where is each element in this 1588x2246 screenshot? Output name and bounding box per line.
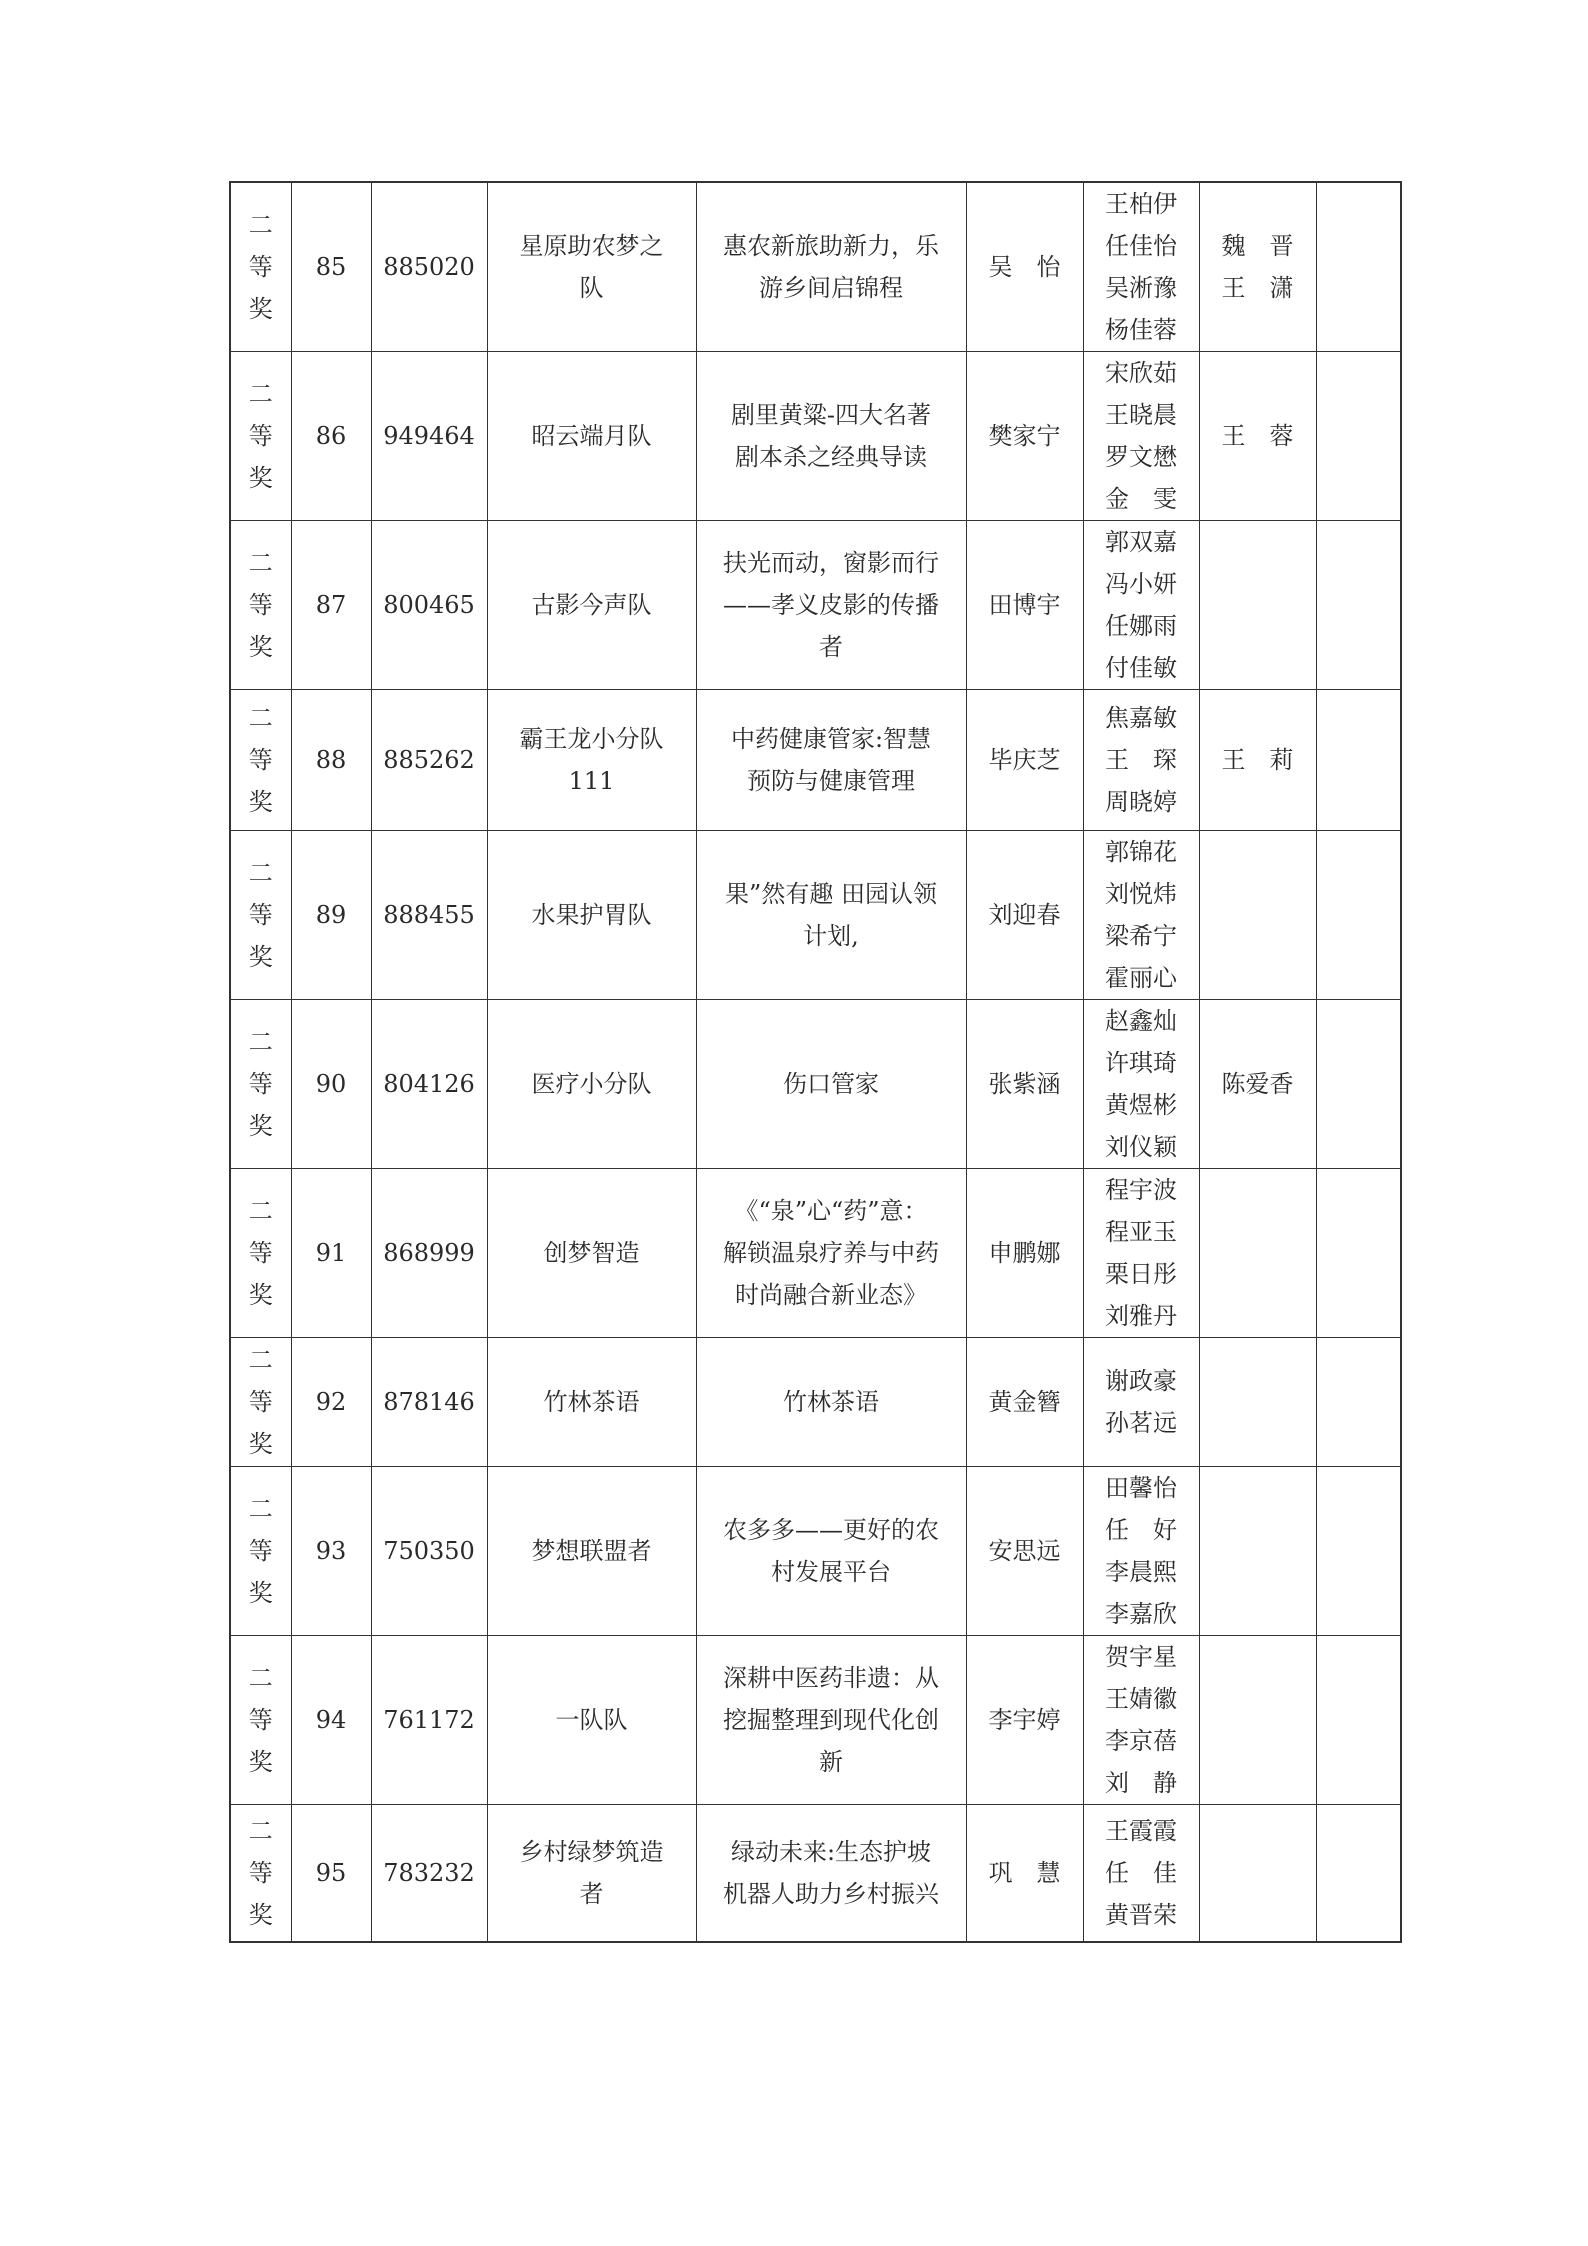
- code-cell: 761172: [371, 1636, 487, 1805]
- project-cell: [696, 831, 966, 1000]
- project-line: 惠农新旅助新力，乐: [723, 232, 939, 260]
- team-cell: [487, 1169, 696, 1338]
- number-cell: 94: [291, 1636, 371, 1805]
- award-cell: [230, 1000, 291, 1169]
- remark-cell: [1316, 831, 1401, 1000]
- member-name: 李嘉欣: [1105, 1600, 1177, 1628]
- advisor-name: 王 莉: [1221, 746, 1294, 774]
- project-line: 竹林茶语: [783, 1388, 879, 1416]
- table-row: [230, 1000, 1401, 1169]
- award-char: 二: [248, 1664, 273, 1692]
- team-line: 水果护胃队: [531, 901, 652, 929]
- award-table: [229, 181, 1402, 1943]
- team-line: 星原助农梦之: [519, 232, 664, 260]
- members-cell: [1083, 1169, 1199, 1338]
- leader-cell: 申鹏娜: [966, 1169, 1083, 1338]
- number-cell: 89: [291, 831, 371, 1000]
- member-name: 谢政豪: [1105, 1367, 1177, 1395]
- award-char: 等: [248, 901, 273, 929]
- project-line: 者: [819, 633, 843, 661]
- award-cell: [230, 1338, 291, 1467]
- advisor-cell: [1199, 1636, 1316, 1805]
- remark-cell: [1316, 521, 1401, 690]
- member-name: 贺宇星: [1105, 1643, 1177, 1671]
- code-cell: 868999: [371, 1169, 487, 1338]
- award-cell: [230, 831, 291, 1000]
- team-cell: [487, 1805, 696, 1942]
- team-cell: [487, 831, 696, 1000]
- members-cell: [1083, 1467, 1199, 1636]
- remark-cell: [1316, 1636, 1401, 1805]
- team-line: 者: [579, 1879, 604, 1908]
- code-cell: 800465: [371, 521, 487, 690]
- team-line: 创梦智造: [543, 1239, 640, 1267]
- members-cell: [1083, 1636, 1199, 1805]
- code-cell: 878146: [371, 1338, 487, 1467]
- member-name: 宋欣茹: [1105, 359, 1177, 387]
- advisor-cell: [1199, 1000, 1316, 1169]
- leader-cell: 刘迎春: [966, 831, 1083, 1000]
- leader-cell: 安思远: [966, 1467, 1083, 1636]
- member-name: 刘悦炜: [1105, 880, 1177, 908]
- table-row: [230, 352, 1401, 521]
- project-cell: [696, 1467, 966, 1636]
- member-name: 黄煜彬: [1105, 1091, 1177, 1119]
- project-line: 剧本杀之经典导读: [735, 443, 927, 471]
- team-cell: [487, 690, 696, 831]
- member-name: 田馨怡: [1105, 1474, 1177, 1502]
- member-name: 冯小妍: [1105, 570, 1177, 598]
- project-line: ——孝义皮影的传播: [723, 591, 939, 619]
- award-char: 等: [248, 1706, 273, 1734]
- team-line: 111: [568, 767, 615, 795]
- advisor-cell: [1199, 352, 1316, 521]
- table-body: [230, 182, 1401, 1942]
- remark-cell: [1316, 1338, 1401, 1467]
- number-cell: 95: [291, 1805, 371, 1942]
- member-name: 程宇波: [1105, 1176, 1177, 1204]
- award-char: 二: [248, 704, 273, 732]
- award-char: 奖: [248, 943, 273, 971]
- project-line: 中药健康管家:智慧: [730, 725, 932, 753]
- award-char: 奖: [248, 1112, 273, 1140]
- advisor-cell: [1199, 1169, 1316, 1338]
- member-name: 郭锦花: [1105, 838, 1177, 866]
- member-name: 金 雯: [1105, 485, 1177, 513]
- table-row: [230, 1338, 1401, 1467]
- member-name: 王晓晨: [1105, 401, 1177, 429]
- leader-cell: 吴 怡: [966, 182, 1083, 352]
- member-name: 付佳敏: [1105, 654, 1177, 682]
- leader-cell: 巩 慧: [966, 1805, 1083, 1942]
- team-cell: [487, 352, 696, 521]
- project-cell: [696, 352, 966, 521]
- number-cell: 92: [291, 1338, 371, 1467]
- table-row: [230, 831, 1401, 1000]
- project-line: 计划,: [803, 922, 859, 950]
- remark-cell: [1316, 690, 1401, 831]
- project-line: 伤口管家: [783, 1070, 879, 1098]
- award-char: 二: [248, 1028, 273, 1056]
- member-name: 赵鑫灿: [1105, 1007, 1177, 1035]
- member-name: 周晓婷: [1105, 788, 1177, 816]
- leader-cell: 李宇婷: [966, 1636, 1083, 1805]
- award-char: 二: [248, 1346, 273, 1374]
- table-row: [230, 1805, 1401, 1942]
- award-char: 二: [248, 380, 273, 408]
- project-line: 绿动未来:生态护坡: [730, 1837, 932, 1866]
- team-cell: [487, 182, 696, 352]
- project-cell: [696, 690, 966, 831]
- advisor-name: 魏 晋: [1221, 232, 1294, 260]
- award-cell: [230, 521, 291, 690]
- code-cell: 885262: [371, 690, 487, 831]
- member-name: 刘雅丹: [1105, 1302, 1177, 1330]
- team-cell: [487, 1338, 696, 1467]
- project-line: 挖掘整理到现代化创: [723, 1706, 939, 1734]
- advisor-cell: [1199, 182, 1316, 352]
- project-cell: [696, 1169, 966, 1338]
- team-line: 霸王龙小分队: [519, 725, 664, 753]
- award-cell: [230, 1636, 291, 1805]
- award-char: 奖: [248, 1748, 273, 1776]
- team-line: 乡村绿梦筑造: [519, 1837, 664, 1866]
- award-char: 二: [248, 211, 273, 239]
- project-line: 解锁温泉疗养与中药: [723, 1239, 939, 1267]
- award-char: 等: [248, 1388, 273, 1416]
- code-cell: 885020: [371, 182, 487, 352]
- advisor-cell: [1199, 1467, 1316, 1636]
- member-name: 焦嘉敏: [1105, 704, 1177, 732]
- remark-cell: [1316, 1467, 1401, 1636]
- advisor-cell: [1199, 1338, 1316, 1467]
- members-cell: [1083, 1805, 1199, 1942]
- member-name: 杨佳蓉: [1105, 316, 1177, 344]
- member-name: 王柏伊: [1105, 190, 1177, 218]
- remark-cell: [1316, 1169, 1401, 1338]
- team-line: 竹林茶语: [543, 1388, 640, 1416]
- code-cell: 949464: [371, 352, 487, 521]
- team-line: 梦想联盟者: [531, 1537, 652, 1565]
- advisor-name: 王 蓉: [1221, 422, 1294, 450]
- number-cell: 93: [291, 1467, 371, 1636]
- project-line: 《“泉”心“药”意：: [734, 1197, 928, 1225]
- team-line: 医疗小分队: [531, 1070, 652, 1098]
- award-char: 二: [248, 859, 273, 887]
- award-char: 等: [248, 422, 273, 450]
- member-name: 王霞霞: [1105, 1816, 1177, 1845]
- award-cell: [230, 1169, 291, 1338]
- project-line: 剧里黄粱-四大名著: [730, 401, 932, 429]
- member-name: 孙茗远: [1105, 1409, 1177, 1437]
- member-name: 黄晋荣: [1105, 1900, 1177, 1929]
- project-line: 果”然有趣 田园认领: [725, 880, 937, 908]
- member-name: 刘仪颖: [1105, 1133, 1177, 1161]
- members-cell: [1083, 352, 1199, 521]
- number-cell: 85: [291, 182, 371, 352]
- award-char: 等: [248, 746, 273, 774]
- member-name: 吴淅豫: [1105, 274, 1177, 302]
- remark-cell: [1316, 352, 1401, 521]
- award-char: 奖: [248, 1430, 273, 1458]
- project-line: 村发展平台: [771, 1558, 891, 1586]
- project-line: 机器人助力乡村振兴: [723, 1879, 939, 1908]
- members-cell: [1083, 1338, 1199, 1467]
- advisor-cell: [1199, 521, 1316, 690]
- award-char: 等: [248, 1858, 273, 1887]
- code-cell: 750350: [371, 1467, 487, 1636]
- remark-cell: [1316, 1000, 1401, 1169]
- table-row: [230, 521, 1401, 690]
- project-line: 新: [819, 1748, 843, 1776]
- project-cell: [696, 1338, 966, 1467]
- code-cell: 888455: [371, 831, 487, 1000]
- advisor-name: 陈爱香: [1221, 1070, 1294, 1098]
- project-line: 时尚融合新业态》: [735, 1281, 927, 1309]
- table-row: [230, 690, 1401, 831]
- member-name: 李京蓓: [1105, 1727, 1177, 1755]
- award-char: 等: [248, 1239, 273, 1267]
- award-char: 等: [248, 591, 273, 619]
- members-cell: [1083, 690, 1199, 831]
- table-row: [230, 1467, 1401, 1636]
- member-name: 任娜雨: [1105, 612, 1177, 640]
- remark-cell: [1316, 182, 1401, 352]
- award-char: 奖: [248, 295, 273, 323]
- members-cell: [1083, 182, 1199, 352]
- member-name: 任佳怡: [1105, 232, 1177, 260]
- code-cell: 783232: [371, 1805, 487, 1942]
- team-cell: [487, 1636, 696, 1805]
- member-name: 栗日彤: [1105, 1260, 1177, 1288]
- advisor-name: 王 潇: [1221, 274, 1294, 302]
- code-cell: 804126: [371, 1000, 487, 1169]
- award-char: 二: [248, 1495, 273, 1523]
- advisor-cell: [1199, 690, 1316, 831]
- member-name: 李晨熙: [1105, 1558, 1177, 1586]
- number-cell: 91: [291, 1169, 371, 1338]
- award-char: 二: [248, 1816, 273, 1845]
- award-char: 等: [248, 1537, 273, 1565]
- project-cell: [696, 1805, 966, 1942]
- member-name: 许琪琦: [1105, 1049, 1177, 1077]
- number-cell: 86: [291, 352, 371, 521]
- award-char: 奖: [248, 633, 273, 661]
- award-char: 等: [248, 1070, 273, 1098]
- number-cell: 88: [291, 690, 371, 831]
- number-cell: 87: [291, 521, 371, 690]
- award-char: 奖: [248, 1900, 273, 1929]
- table-row: [230, 1636, 1401, 1805]
- team-cell: [487, 521, 696, 690]
- members-cell: [1083, 521, 1199, 690]
- members-cell: [1083, 831, 1199, 1000]
- award-char: 奖: [248, 788, 273, 816]
- leader-cell: 毕庆芝: [966, 690, 1083, 831]
- member-name: 程亚玉: [1105, 1218, 1177, 1246]
- project-cell: [696, 182, 966, 352]
- advisor-cell: [1199, 831, 1316, 1000]
- table-row: [230, 1169, 1401, 1338]
- table-row: [230, 182, 1401, 352]
- leader-cell: 张紫涵: [966, 1000, 1083, 1169]
- member-name: 任 佳: [1105, 1858, 1177, 1887]
- team-line: 队: [579, 274, 604, 302]
- project-cell: [696, 521, 966, 690]
- member-name: 王 琛: [1105, 746, 1177, 774]
- project-line: 农多多——更好的农: [723, 1516, 939, 1544]
- team-line: 古影今声队: [531, 591, 652, 619]
- award-char: 奖: [248, 464, 273, 492]
- members-cell: [1083, 1000, 1199, 1169]
- leader-cell: 黄金簪: [966, 1338, 1083, 1467]
- project-line: 预防与健康管理: [747, 767, 915, 795]
- team-line: 一队队: [555, 1706, 628, 1734]
- team-cell: [487, 1467, 696, 1636]
- award-cell: [230, 1805, 291, 1942]
- member-name: 郭双嘉: [1105, 528, 1177, 556]
- number-cell: 90: [291, 1000, 371, 1169]
- award-cell: [230, 690, 291, 831]
- project-cell: [696, 1636, 966, 1805]
- award-char: 奖: [248, 1281, 273, 1309]
- advisor-cell: [1199, 1805, 1316, 1942]
- member-name: 罗文懋: [1105, 443, 1177, 471]
- team-cell: [487, 1000, 696, 1169]
- member-name: 任 好: [1105, 1516, 1177, 1544]
- award-char: 二: [248, 1197, 273, 1225]
- project-cell: [696, 1000, 966, 1169]
- member-name: 霍丽心: [1105, 964, 1177, 992]
- remark-cell: [1316, 1805, 1401, 1942]
- project-line: 游乡间启锦程: [759, 274, 903, 302]
- award-char: 奖: [248, 1579, 273, 1607]
- team-line: 昭云端月队: [531, 422, 652, 450]
- award-cell: [230, 352, 291, 521]
- award-cell: [230, 1467, 291, 1636]
- member-name: 梁希宁: [1105, 922, 1177, 950]
- award-cell: [230, 182, 291, 352]
- project-line: 深耕中医药非遗：从: [723, 1664, 939, 1692]
- award-char: 二: [248, 549, 273, 577]
- project-line: 扶光而动，窗影而行: [723, 549, 939, 577]
- award-char: 等: [248, 253, 273, 281]
- member-name: 刘 静: [1105, 1769, 1177, 1797]
- leader-cell: 樊家宁: [966, 352, 1083, 521]
- member-name: 王婧徽: [1105, 1685, 1177, 1713]
- leader-cell: 田博宇: [966, 521, 1083, 690]
